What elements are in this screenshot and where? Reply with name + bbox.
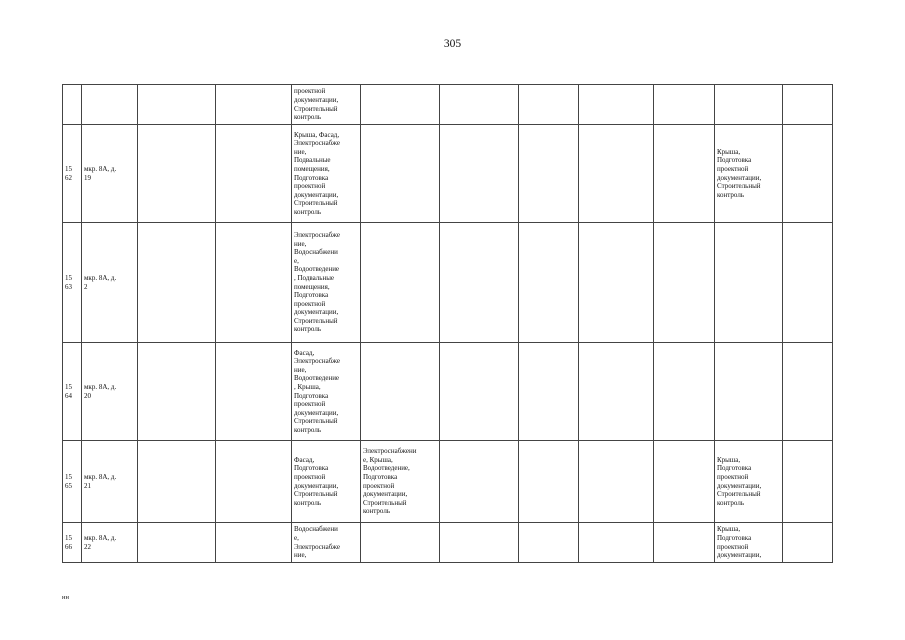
empty-cell [579, 85, 654, 125]
empty-cell [216, 441, 292, 523]
works2-cell: Электроснабжени е, Крыша, Водоотведение, Подготовка проектной документации, Строительный контроль [361, 441, 440, 523]
empty-cell [138, 343, 216, 441]
empty-cell [519, 85, 579, 125]
empty-cell [440, 85, 519, 125]
empty-cell [654, 441, 715, 523]
works-cell: проектной документации, Строительный контроль [292, 85, 361, 125]
works2-cell [361, 523, 440, 563]
empty-cell [519, 441, 579, 523]
empty-cell [579, 343, 654, 441]
row-number-cell: 15 64 [63, 343, 82, 441]
works-cell: Фасад, Электроснабже ние, Водоотведение , Крыша, Подготовка проектной документации, Строительный контроль [292, 343, 361, 441]
works-cell: Электроснабже ние, Водоснабжени е, Водоотведение , Подвальные помещения, Подготовка проектной документации, Строительный контроль [292, 223, 361, 343]
empty-cell [783, 125, 833, 223]
empty-cell [440, 441, 519, 523]
works-cell: Крыша, Фасад, Электроснабже ние, Подвальные помещения, Подготовка проектной документации, Строительный контроль [292, 125, 361, 223]
works-cell: Водоснабжени е, Электроснабже ние, [292, 523, 361, 563]
empty-cell [440, 523, 519, 563]
last-works-cell [715, 85, 783, 125]
empty-cell [783, 441, 833, 523]
row-number-cell: 15 63 [63, 223, 82, 343]
row-number-cell: 15 66 [63, 523, 82, 563]
page-number: 305 [443, 38, 462, 50]
address-cell: мкр. 8А, д. 19 [82, 125, 138, 223]
last-works-cell [715, 343, 783, 441]
empty-cell [519, 523, 579, 563]
last-works-cell: Крыша, Подготовка проектной документации, Строительный контроль [715, 441, 783, 523]
empty-cell [138, 223, 216, 343]
empty-cell [654, 523, 715, 563]
empty-cell [138, 441, 216, 523]
works2-cell [361, 125, 440, 223]
address-cell: мкр. 8А, д. 21 [82, 441, 138, 523]
empty-cell [783, 523, 833, 563]
empty-cell [138, 523, 216, 563]
empty-cell [579, 523, 654, 563]
empty-cell [654, 85, 715, 125]
empty-cell [216, 523, 292, 563]
empty-cell [579, 441, 654, 523]
empty-cell [783, 85, 833, 125]
empty-cell [654, 343, 715, 441]
empty-cell [519, 223, 579, 343]
table-row [63, 343, 833, 441]
empty-cell [216, 223, 292, 343]
row-number-cell: 15 62 [63, 125, 82, 223]
address-cell: мкр. 8А, д. 22 [82, 523, 138, 563]
address-cell: мкр. 8А, д. 20 [82, 343, 138, 441]
empty-cell [440, 223, 519, 343]
table-row [63, 441, 833, 523]
address-cell: мкр. 8А, д. 2 [82, 223, 138, 343]
empty-cell [519, 125, 579, 223]
empty-cell [216, 125, 292, 223]
empty-cell [138, 125, 216, 223]
empty-cell [216, 85, 292, 125]
last-works-cell: Крыша, Подготовка проектной документации, Строительный контроль [715, 125, 783, 223]
last-works-cell [715, 223, 783, 343]
footer-mark: нн [62, 594, 69, 601]
table-row [63, 223, 833, 343]
empty-cell [440, 125, 519, 223]
table-row [63, 523, 833, 563]
row-number-cell [63, 85, 82, 125]
empty-cell [440, 343, 519, 441]
works2-cell [361, 343, 440, 441]
empty-cell [138, 85, 216, 125]
last-works-cell: Крыша, Подготовка проектной документации, [715, 523, 783, 563]
empty-cell [519, 343, 579, 441]
address-cell [82, 85, 138, 125]
works2-cell [361, 223, 440, 343]
empty-cell [654, 223, 715, 343]
empty-cell [654, 125, 715, 223]
empty-cell [783, 343, 833, 441]
works2-cell [361, 85, 440, 125]
row-number-cell: 15 65 [63, 441, 82, 523]
empty-cell [216, 343, 292, 441]
table-row [63, 125, 833, 223]
empty-cell [783, 223, 833, 343]
table-row [63, 85, 833, 125]
empty-cell [579, 125, 654, 223]
works-cell: Фасад, Подготовка проектной документации, Строительный контроль [292, 441, 361, 523]
empty-cell [579, 223, 654, 343]
works-table [62, 84, 833, 563]
